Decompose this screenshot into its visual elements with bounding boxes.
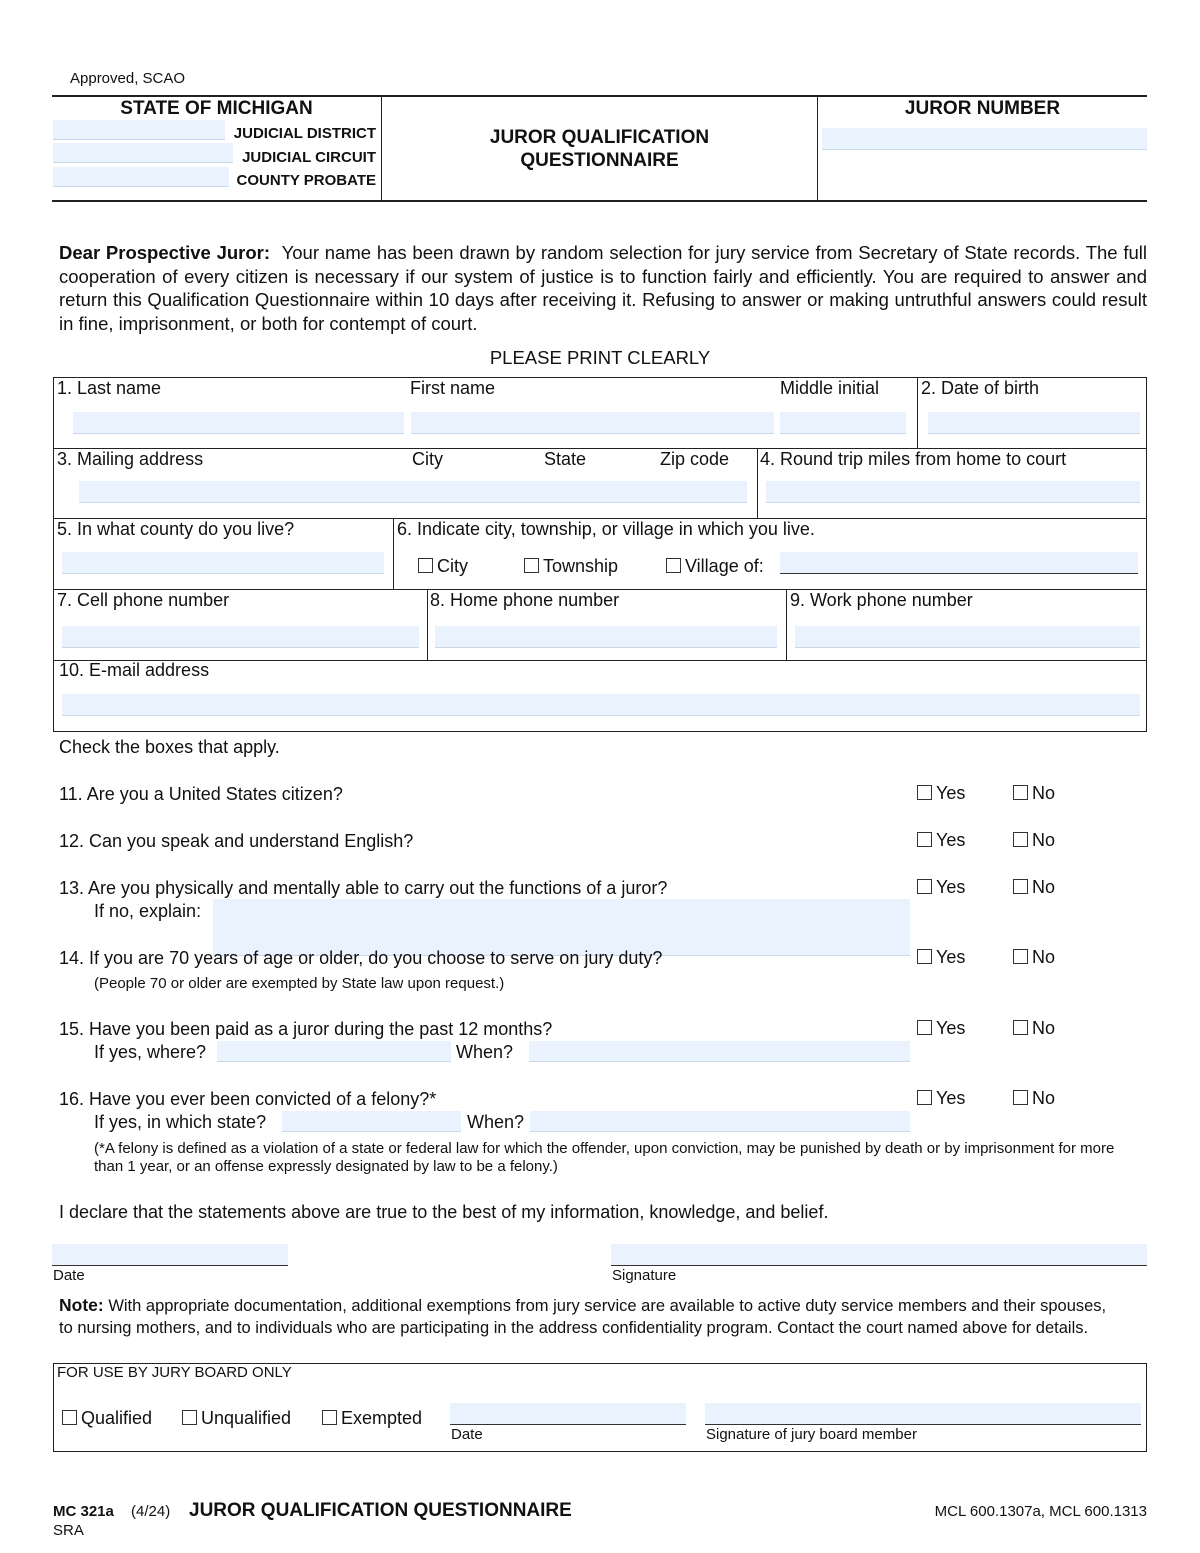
form-title-line2: QUESTIONNAIRE xyxy=(520,150,679,171)
jury-board-title: FOR USE BY JURY BOARD ONLY xyxy=(57,1364,292,1381)
work-phone-field[interactable] xyxy=(795,626,1140,648)
juror-number-field[interactable] xyxy=(822,128,1147,150)
work-phone-label: 9. Work phone number xyxy=(790,590,973,610)
question-13: 13. Are you physically and mentally able to carry out the functions of a juror? xyxy=(59,878,668,898)
q16-no-checkbox[interactable] xyxy=(1013,1090,1028,1105)
question-15: 15. Have you been paid as a juror during the past 12 months? xyxy=(59,1019,553,1039)
q11-no-checkbox[interactable] xyxy=(1013,785,1028,800)
q13-no-label: No xyxy=(1032,877,1056,897)
print-clearly: PLEASE PRINT CLEARLY xyxy=(489,347,711,368)
footer-sra: SRA xyxy=(53,1522,84,1539)
intro-text: Your name has been drawn by random selection for jury service from Secretary of State records. The full cooperation of every citizen is necessary if our system of justice is to function fairly and efficiently. You are required to answer and return this Qualification Questionnaire within 10 days after receiving it. Refusing to answer or making untruthful answers could result in fine, imprisonment, or both for contempt of court. xyxy=(59,242,1147,334)
grid-county-divider xyxy=(393,518,394,589)
middle-initial-field[interactable] xyxy=(780,412,906,434)
dob-label: 2. Date of birth xyxy=(921,378,1040,398)
q11-yes-checkbox[interactable] xyxy=(917,785,932,800)
q16-note: (*A felony is defined as a violation of a state or federal law for which the offender, upon conviction, may be punished by death or by imprisonment for more than 1 year, or an offense expressly designated by law to be a felony.) xyxy=(94,1140,1115,1175)
township-option-label: Township xyxy=(543,556,619,576)
q13-yes-label: Yes xyxy=(936,877,966,897)
home-phone-label: 8. Home phone number xyxy=(430,590,620,610)
q16-yes-label: Yes xyxy=(936,1088,966,1108)
q12-yes[interactable] xyxy=(917,830,965,851)
q15-no[interactable] xyxy=(1013,1018,1055,1039)
q15-yes[interactable] xyxy=(917,1018,965,1039)
date-label: Date xyxy=(53,1267,85,1284)
note-label: Note: xyxy=(59,1295,104,1315)
exempted-checkbox[interactable] xyxy=(322,1410,337,1425)
signature-label: Signature xyxy=(612,1267,677,1284)
q14-no[interactable] xyxy=(1013,947,1055,968)
home-phone-field[interactable] xyxy=(435,626,777,648)
circuit-field[interactable] xyxy=(53,143,233,163)
form-revision: (4/24) xyxy=(131,1503,171,1520)
q16-state-label: If yes, in which state? xyxy=(94,1112,267,1132)
qualified-checkbox[interactable] xyxy=(62,1410,77,1425)
q11-no-label: No xyxy=(1032,783,1056,803)
village-option-label: Village of: xyxy=(685,556,764,576)
signature-field[interactable] xyxy=(611,1244,1147,1266)
q15-yes-checkbox[interactable] xyxy=(917,1020,932,1035)
q12-no[interactable] xyxy=(1013,830,1055,851)
village-checkbox[interactable] xyxy=(666,558,681,573)
question-14: 14. If you are 70 years of age or older, do you choose to serve on jury duty? xyxy=(59,948,663,968)
city-option[interactable] xyxy=(418,556,468,577)
q16-when-label: When? xyxy=(467,1112,525,1132)
jury-board-date-field[interactable] xyxy=(450,1403,686,1425)
zip-label: Zip code xyxy=(660,449,730,469)
state-heading: STATE OF MICHIGAN xyxy=(120,98,313,119)
district-label: JUDICIAL DISTRICT xyxy=(233,125,376,142)
city-checkbox[interactable] xyxy=(418,558,433,573)
village-field[interactable] xyxy=(780,552,1138,574)
last-name-label: 1. Last name xyxy=(57,378,162,398)
township-checkbox[interactable] xyxy=(524,558,539,573)
form-title xyxy=(382,126,817,172)
state-label: State xyxy=(544,449,587,469)
city-option-label: City xyxy=(437,556,468,576)
q16-no-label: No xyxy=(1032,1088,1056,1108)
q14-note: (People 70 or older are exempted by State law upon request.) xyxy=(94,975,505,992)
probate-field[interactable] xyxy=(53,167,229,187)
city-label: City xyxy=(412,449,443,469)
q11-yes[interactable] xyxy=(917,783,965,804)
township-option[interactable] xyxy=(524,556,618,577)
q16-when-field[interactable] xyxy=(530,1111,910,1132)
q12-no-label: No xyxy=(1032,830,1056,850)
footer-title: JUROR QUALIFICATION QUESTIONNAIRE xyxy=(189,1500,572,1521)
dob-field[interactable] xyxy=(928,412,1140,434)
unqualified-label: Unqualified xyxy=(201,1408,292,1428)
grid-dob-divider xyxy=(917,377,918,448)
q16-yes-checkbox[interactable] xyxy=(917,1090,932,1105)
q15-yes-label: Yes xyxy=(936,1018,966,1038)
jury-board-signature-label: Signature of jury board member xyxy=(706,1426,917,1443)
last-name-field[interactable] xyxy=(73,412,404,434)
district-field[interactable] xyxy=(53,120,225,140)
q11-no[interactable] xyxy=(1013,783,1055,804)
miles-label: 4. Round trip miles from home to court xyxy=(760,449,1067,469)
cell-phone-label: 7. Cell phone number xyxy=(57,590,230,610)
locality-label: 6. Indicate city, township, or village in which you live. xyxy=(397,519,815,539)
q15-where-label: If yes, where? xyxy=(94,1042,207,1062)
header-top-rule xyxy=(52,95,1147,97)
cell-phone-field[interactable] xyxy=(62,626,419,648)
q13-no-checkbox[interactable] xyxy=(1013,879,1028,894)
juror-number-label: JUROR NUMBER xyxy=(904,98,1061,119)
intro-paragraph xyxy=(59,241,1147,335)
county-field[interactable] xyxy=(62,552,384,574)
mailing-address-field[interactable] xyxy=(79,481,747,503)
question-12: 12. Can you speak and understand English? xyxy=(59,831,414,851)
q15-where-field[interactable] xyxy=(217,1041,451,1062)
question-11: 11. Are you a United States citizen? xyxy=(59,784,343,804)
grid-row4-rule xyxy=(53,660,1147,661)
qualified-option[interactable] xyxy=(62,1408,152,1429)
first-name-label: First name xyxy=(410,378,496,398)
footer-mcl: MCL 600.1307a, MCL 600.1313 xyxy=(934,1503,1147,1520)
grid-work-divider xyxy=(786,589,787,660)
jury-board-signature-field[interactable] xyxy=(705,1403,1141,1425)
q16-state-field[interactable] xyxy=(282,1111,461,1132)
q15-no-label: No xyxy=(1032,1018,1056,1038)
form-title-line1: JUROR QUALIFICATION xyxy=(489,127,710,148)
q14-yes[interactable] xyxy=(917,947,965,968)
qualified-label: Qualified xyxy=(81,1408,153,1428)
declaration-text: I declare that the statements above are true to the best of my information, knowledge, and belief. xyxy=(59,1202,829,1222)
village-option[interactable] xyxy=(666,556,764,577)
date-field[interactable] xyxy=(52,1244,288,1266)
q15-when-field[interactable] xyxy=(529,1041,910,1062)
county-label: 5. In what county do you live? xyxy=(57,519,295,539)
grid-home-divider xyxy=(427,589,428,660)
q13-yes[interactable] xyxy=(917,877,965,898)
q13-yes-checkbox[interactable] xyxy=(917,879,932,894)
q12-yes-checkbox[interactable] xyxy=(917,832,932,847)
q14-no-checkbox[interactable] xyxy=(1013,949,1028,964)
approved-text: Approved, SCAO xyxy=(70,70,186,87)
q15-no-checkbox[interactable] xyxy=(1013,1020,1028,1035)
mailing-address-label: 3. Mailing address xyxy=(57,449,204,469)
jury-board-date-label: Date xyxy=(451,1426,483,1443)
exempted-option[interactable] xyxy=(322,1408,422,1429)
miles-field[interactable] xyxy=(766,481,1140,503)
q16-no[interactable] xyxy=(1013,1088,1055,1109)
check-instructions: Check the boxes that apply. xyxy=(59,737,280,757)
q14-yes-label: Yes xyxy=(936,947,966,967)
q11-yes-label: Yes xyxy=(936,783,966,803)
intro-salutation: Dear Prospective Juror: xyxy=(59,242,271,263)
probate-label: COUNTY PROBATE xyxy=(236,172,376,189)
q12-yes-label: Yes xyxy=(936,830,966,850)
middle-initial-label: Middle initial xyxy=(780,378,880,398)
email-field[interactable] xyxy=(62,694,1140,716)
unqualified-checkbox[interactable] xyxy=(182,1410,197,1425)
question-16: 16. Have you ever been convicted of a felony?* xyxy=(59,1089,437,1109)
q16-yes[interactable] xyxy=(917,1088,965,1109)
q14-yes-checkbox[interactable] xyxy=(917,949,932,964)
header-bottom-rule xyxy=(52,200,1147,202)
exempted-label: Exempted xyxy=(341,1408,423,1428)
first-name-field[interactable] xyxy=(411,412,774,434)
q13-no[interactable] xyxy=(1013,877,1055,898)
q15-when-label: When? xyxy=(456,1042,514,1062)
form-number: MC 321a xyxy=(53,1503,114,1520)
note-paragraph xyxy=(59,1295,1124,1339)
email-label: 10. E-mail address xyxy=(59,660,210,680)
grid-miles-divider xyxy=(757,448,758,518)
q13-explain-label: If no, explain: xyxy=(94,901,202,921)
unqualified-option[interactable] xyxy=(182,1408,291,1429)
q12-no-checkbox[interactable] xyxy=(1013,832,1028,847)
q14-no-label: No xyxy=(1032,947,1056,967)
circuit-label: JUDICIAL CIRCUIT xyxy=(242,149,376,166)
note-text: With appropriate documentation, additional exemptions from jury service are available to active duty service members and their spouses, to nursing mothers, and to individuals who are participating in the address confidentiality program. Contact the court named above for details. xyxy=(59,1297,1107,1337)
